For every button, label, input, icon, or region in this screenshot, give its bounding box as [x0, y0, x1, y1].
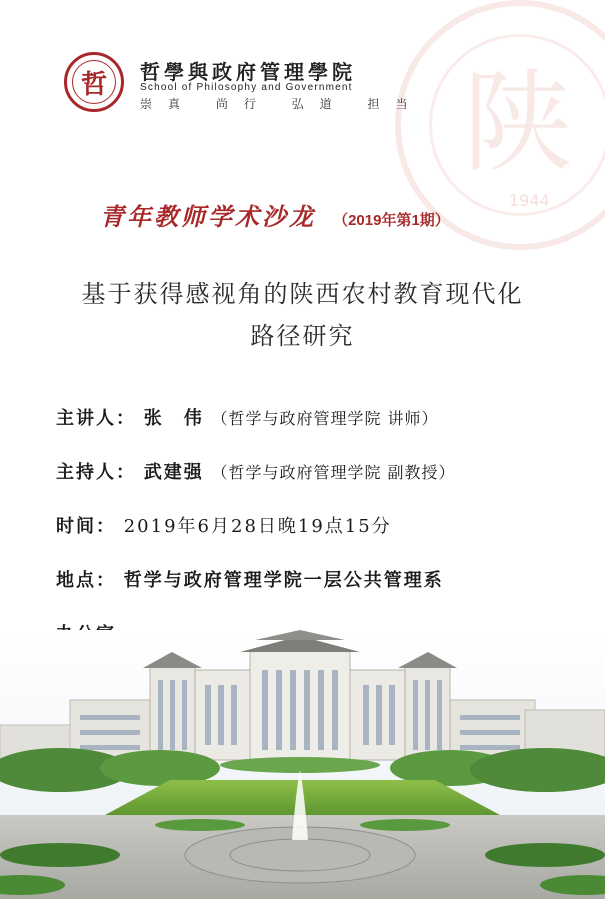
seal-glyph: 陕	[463, 59, 573, 187]
school-name-cn: 哲學與政府管理學院	[140, 60, 356, 84]
time-label: 时间：	[56, 516, 116, 537]
host-affiliation: （哲学与政府管理学院 副教授）	[211, 463, 456, 482]
host-row	[56, 458, 456, 484]
host-name: 武建强	[143, 462, 204, 483]
salon-title: 青年教师学术沙龙	[100, 202, 316, 231]
school-motto: 崇真 尚行 弘道 担当	[140, 97, 424, 111]
talk-title	[30, 273, 575, 357]
place-row	[56, 566, 444, 592]
time-row	[56, 512, 392, 538]
place-label: 地点：	[56, 570, 116, 591]
time-value: 2019年6月28日晚19点15分	[123, 516, 392, 537]
salon-issue: （2019年第1期）	[333, 212, 450, 229]
logo-ring	[72, 60, 116, 104]
place-value-line-1: 哲学与政府管理学院一层公共管理系	[123, 570, 444, 591]
salon-heading	[100, 197, 450, 232]
speaker-affiliation: （哲学与政府管理学院 讲师）	[211, 409, 439, 428]
host-label: 主持人：	[56, 462, 136, 483]
speaker-name: 张 伟	[143, 408, 204, 429]
talk-title-line-1: 基于获得感视角的陕西农村教育现代化	[81, 280, 524, 308]
speaker-label: 主讲人：	[56, 408, 136, 429]
campus-illustration	[0, 630, 605, 899]
logo-glyph: 哲	[80, 69, 107, 100]
talk-title-line-2: 路径研究	[250, 322, 355, 350]
speaker-row	[56, 404, 439, 430]
seal-year: 1944	[509, 191, 550, 210]
school-logo	[64, 52, 124, 112]
school-header	[64, 52, 464, 122]
school-name-en: School of Philosophy and Government	[140, 82, 353, 93]
